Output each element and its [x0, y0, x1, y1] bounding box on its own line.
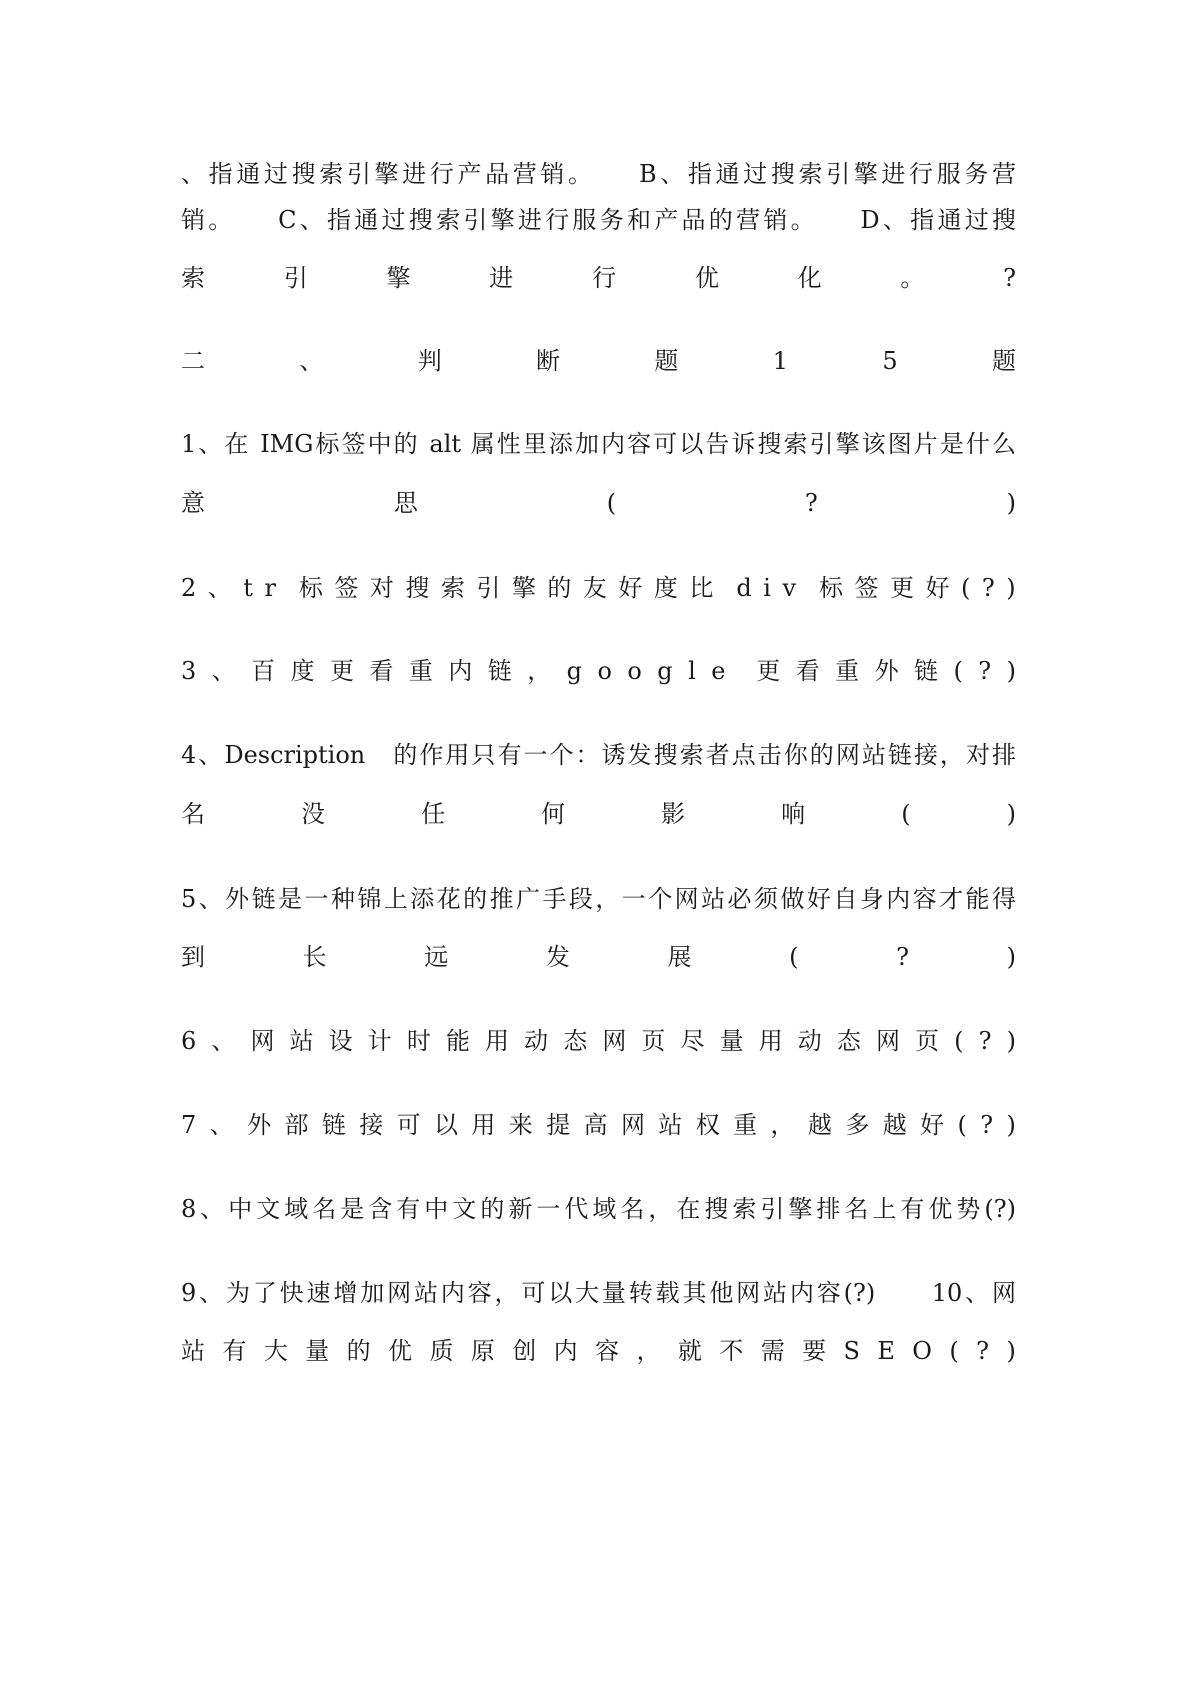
- char: ): [1006, 574, 1016, 602]
- char: 动: [524, 1027, 549, 1055]
- char: o: [627, 657, 642, 685]
- char: r: [264, 574, 276, 602]
- char: ): [1006, 1111, 1016, 1139]
- char: ?: [981, 574, 995, 602]
- char: 看: [369, 657, 394, 685]
- char: 、: [299, 347, 324, 375]
- text-line-2: 销。 C、指通过搜索引擎进行服务和产品的营销。 D、指通过搜: [181, 206, 1016, 234]
- char: 好: [920, 1111, 945, 1139]
- char: 思: [393, 489, 418, 517]
- char: 百: [251, 657, 276, 685]
- char: O: [912, 1337, 932, 1365]
- question-10-line-2: [181, 1331, 1016, 1371]
- char: 量: [305, 1337, 330, 1365]
- question-4-line-2: [181, 794, 1016, 834]
- char: ): [1006, 657, 1016, 685]
- char: 行: [592, 264, 617, 292]
- char: ，: [636, 1337, 661, 1365]
- char: ?: [1003, 264, 1016, 292]
- char: 的: [346, 1337, 371, 1365]
- char: 名: [181, 800, 205, 828]
- question-8: 8、中文域名是含有中文的新一代域名，在搜索引擎排名上有优势(?): [181, 1195, 1016, 1223]
- char: 态: [836, 1027, 861, 1055]
- char: ): [1006, 800, 1016, 828]
- char: 链: [914, 657, 939, 685]
- char: 站: [181, 1337, 205, 1365]
- char: g: [566, 657, 583, 685]
- char: 要: [802, 1337, 827, 1365]
- char: 来: [508, 1111, 533, 1139]
- char: 7: [181, 1111, 197, 1139]
- char: 优: [388, 1337, 413, 1365]
- char: 站: [658, 1111, 683, 1139]
- char: 二: [181, 347, 205, 375]
- char: 可: [396, 1111, 421, 1139]
- question-3: [181, 651, 1016, 691]
- char: 用: [471, 1111, 496, 1139]
- char: 远: [424, 943, 449, 971]
- char: 动: [797, 1027, 822, 1055]
- char: ，: [527, 657, 552, 685]
- char: 网: [875, 1027, 900, 1055]
- char: 以: [434, 1111, 459, 1139]
- char: ?: [980, 1111, 994, 1139]
- char: 好: [925, 574, 950, 602]
- char: 。: [900, 264, 925, 292]
- char: i: [763, 574, 771, 602]
- char: 5: [882, 347, 898, 375]
- char: 、: [211, 1027, 236, 1055]
- char: 就: [677, 1337, 702, 1365]
- char: ?: [978, 657, 992, 685]
- char: 高: [583, 1111, 608, 1139]
- char: ): [1006, 1027, 1016, 1055]
- char: 化: [797, 264, 822, 292]
- char: 度: [290, 657, 315, 685]
- char: 提: [546, 1111, 571, 1139]
- char: 重: [408, 657, 433, 685]
- char: 好: [618, 574, 643, 602]
- char: 标: [819, 574, 844, 602]
- char: 2: [181, 574, 197, 602]
- char: 没: [301, 800, 326, 828]
- char: v: [782, 574, 797, 602]
- char: (: [949, 1337, 959, 1365]
- char: ?: [976, 1337, 990, 1365]
- question-2: [181, 568, 1016, 608]
- char: 1: [772, 347, 788, 375]
- char: (: [957, 1111, 967, 1139]
- char: 标: [298, 574, 323, 602]
- char: l: [688, 657, 696, 685]
- char: 容: [595, 1337, 620, 1365]
- char: g: [657, 657, 673, 685]
- char: 态: [563, 1027, 588, 1055]
- char: ?: [896, 943, 909, 971]
- char: 何: [541, 800, 566, 828]
- char: (: [953, 657, 963, 685]
- char: 索: [440, 574, 465, 602]
- char: 对: [369, 574, 394, 602]
- char: 长: [302, 943, 327, 971]
- char: 多: [845, 1111, 870, 1139]
- char: 的: [547, 574, 572, 602]
- char: e: [711, 657, 726, 685]
- char: 更: [330, 657, 355, 685]
- char: (: [961, 574, 971, 602]
- char: 部: [284, 1111, 309, 1139]
- question-5-line-2: [181, 937, 1016, 977]
- char: t: [243, 574, 253, 602]
- char: 6: [181, 1027, 197, 1055]
- char: ?: [978, 1027, 992, 1055]
- char: 内: [448, 657, 473, 685]
- char: 内: [553, 1337, 578, 1365]
- char: 接: [359, 1111, 384, 1139]
- char: 看: [795, 657, 820, 685]
- char: 3: [181, 657, 197, 685]
- char: E: [877, 1337, 895, 1365]
- char: 、: [211, 657, 236, 685]
- char: 、: [209, 1111, 234, 1139]
- char: 需: [760, 1337, 785, 1365]
- question-6: [181, 1021, 1016, 1061]
- char: 量: [719, 1027, 744, 1055]
- char: 不: [719, 1337, 744, 1365]
- char: 擎: [386, 264, 411, 292]
- char: 影: [661, 800, 686, 828]
- char: 引: [476, 574, 501, 602]
- char: 网: [250, 1027, 275, 1055]
- char: 外: [247, 1111, 272, 1139]
- char: 擎: [511, 574, 536, 602]
- text-line-1: 、指通过搜索引擎进行产品营销。 B、指通过搜索引擎进行服务营: [181, 160, 1016, 188]
- char: 断: [536, 347, 561, 375]
- char: 题: [991, 347, 1016, 375]
- char: 设: [328, 1027, 353, 1055]
- char: 越: [882, 1111, 907, 1139]
- char: (: [954, 1027, 964, 1055]
- char: 度: [653, 574, 678, 602]
- char: o: [597, 657, 612, 685]
- char: ，: [770, 1111, 795, 1139]
- char: 更: [890, 574, 915, 602]
- char: 页: [915, 1027, 940, 1055]
- char: 用: [485, 1027, 510, 1055]
- char: ): [1006, 489, 1016, 517]
- char: 友: [582, 574, 607, 602]
- char: 有: [222, 1337, 247, 1365]
- char: 比: [689, 574, 714, 602]
- char: (: [606, 489, 617, 517]
- question-4-line-1: 4、Description 的作用只有一个：诱发搜索者点击你的网站链接，对排: [181, 741, 1016, 769]
- text-line-3: [181, 258, 1016, 298]
- char: 权: [695, 1111, 720, 1139]
- question-1-line-2: [181, 483, 1016, 523]
- question-5-line-1: 5、外链是一种锦上添花的推广手段，一个网站必须做好自身内容才能得: [181, 885, 1016, 913]
- char: ?: [804, 489, 818, 517]
- question-7: [181, 1105, 1016, 1145]
- section-heading: [181, 341, 1016, 381]
- char: 质: [429, 1337, 454, 1365]
- char: 引: [283, 264, 308, 292]
- char: (: [901, 800, 911, 828]
- char: 链: [487, 657, 512, 685]
- char: 外: [874, 657, 899, 685]
- char: d: [736, 574, 752, 602]
- char: 到: [181, 943, 205, 971]
- char: 重: [733, 1111, 758, 1139]
- char: 计: [367, 1027, 392, 1055]
- char: 网: [602, 1027, 627, 1055]
- char: 展: [667, 943, 692, 971]
- char: 越: [807, 1111, 832, 1139]
- char: 网: [620, 1111, 645, 1139]
- char: 响: [781, 800, 806, 828]
- char: 页: [641, 1027, 666, 1055]
- char: 、: [207, 574, 232, 602]
- char: ): [1006, 943, 1016, 971]
- char: 链: [321, 1111, 346, 1139]
- char: 签: [854, 574, 879, 602]
- char: 重: [835, 657, 860, 685]
- char: 签: [334, 574, 359, 602]
- char: 更: [756, 657, 781, 685]
- char: 发: [545, 943, 570, 971]
- char: 大: [263, 1337, 288, 1365]
- char: 题: [654, 347, 679, 375]
- char: 创: [512, 1337, 537, 1365]
- char: 索: [181, 264, 205, 292]
- char: 优: [694, 264, 719, 292]
- char: S: [843, 1337, 860, 1365]
- char: 任: [421, 800, 446, 828]
- char: 意: [181, 489, 205, 517]
- char: 站: [289, 1027, 314, 1055]
- question-9-10-line-1: 9、为了快速增加网站内容，可以大量转载其他网站内容(?) 10、网: [181, 1279, 1016, 1307]
- char: 能: [445, 1027, 470, 1055]
- char: 进: [489, 264, 514, 292]
- char: 用: [758, 1027, 783, 1055]
- char: (: [789, 943, 799, 971]
- char: 尽: [680, 1027, 705, 1055]
- char: 时: [406, 1027, 431, 1055]
- char: 搜: [405, 574, 430, 602]
- question-1-line-1: 1、在 IMG标签中的 alt 属性里添加内容可以告诉搜索引擎该图片是什么: [181, 430, 1016, 458]
- char: 判: [417, 347, 442, 375]
- char: 原: [470, 1337, 495, 1365]
- char: ): [1006, 1337, 1016, 1365]
